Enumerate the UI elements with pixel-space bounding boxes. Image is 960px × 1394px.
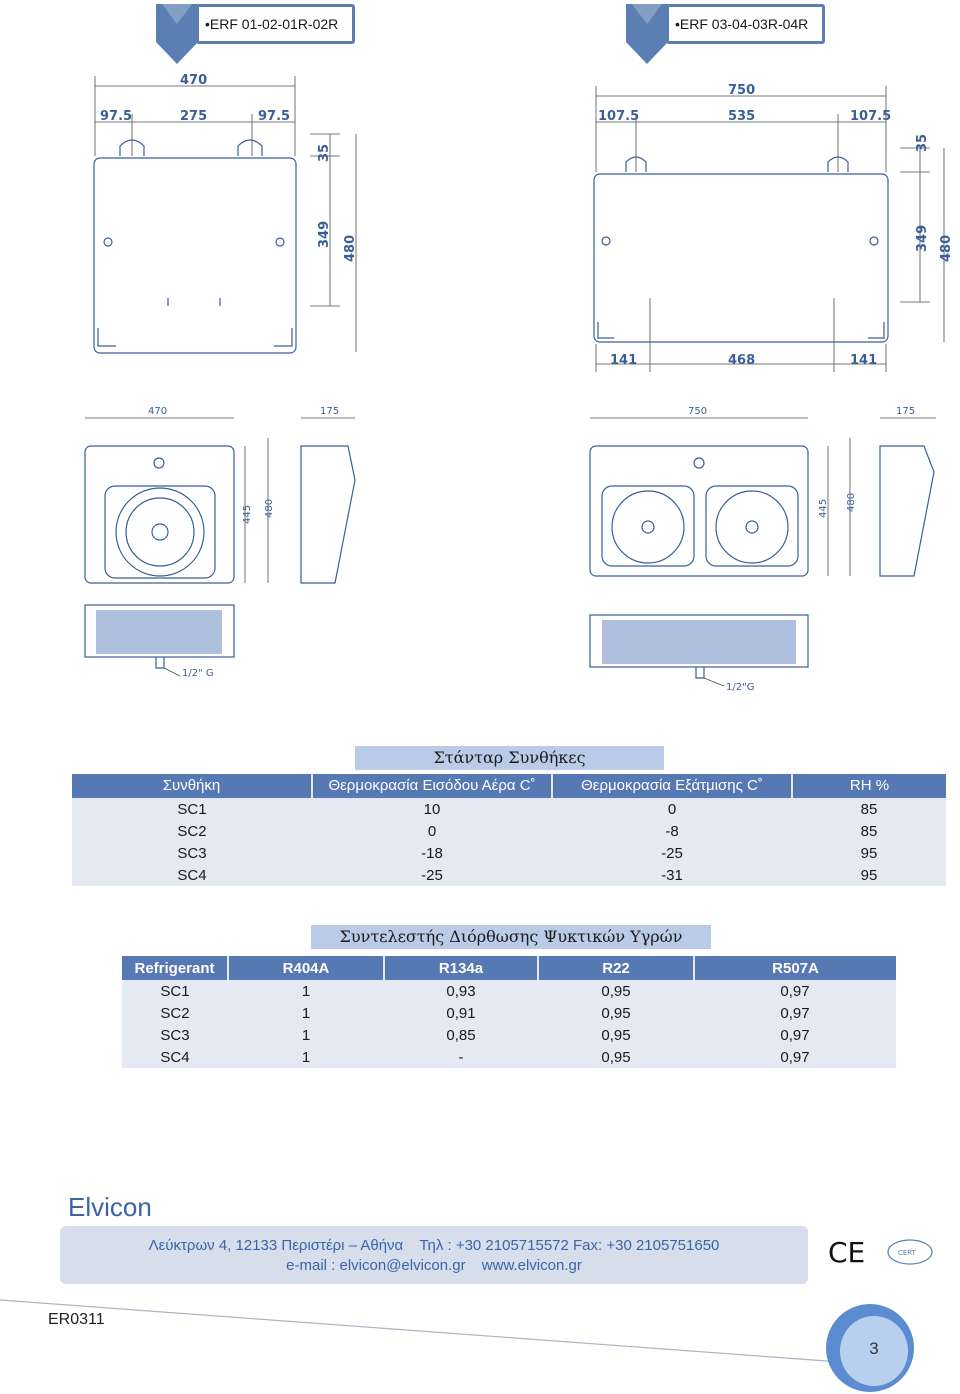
cell: 10 — [312, 798, 552, 820]
svg-text:1/2"G: 1/2"G — [726, 682, 755, 693]
cell: 0,97 — [694, 1046, 896, 1068]
document-code: ER0311 — [48, 1311, 105, 1328]
drawing-top-view-small — [80, 66, 380, 366]
col-air-inlet-temp: Θερμοκρασία Εισόδου Αέρα C˚ — [312, 774, 552, 798]
col-r22: R22 — [538, 956, 694, 980]
standard-conditions-table — [72, 774, 946, 886]
cell: SC4 — [122, 1046, 228, 1068]
svg-text:1/2" G: 1/2" G — [182, 668, 214, 679]
cell: 0 — [552, 798, 792, 820]
svg-text:107.5: 107.5 — [850, 109, 892, 124]
ce-mark-icon: CE — [828, 1236, 866, 1269]
cell: SC1 — [122, 980, 228, 1002]
cell: 0,85 — [384, 1024, 538, 1046]
col-r134a: R134a — [384, 956, 538, 980]
svg-text:445: 445 — [242, 504, 253, 524]
cell: -25 — [552, 842, 792, 864]
cell: SC1 — [72, 798, 312, 820]
svg-text:750: 750 — [688, 406, 708, 417]
svg-text:CERT: CERT — [898, 1249, 916, 1257]
cell: 1 — [228, 1002, 384, 1024]
cell: -18 — [312, 842, 552, 864]
svg-text:97.5: 97.5 — [100, 109, 133, 124]
svg-text:141: 141 — [610, 353, 638, 368]
col-condition: Συνθήκη — [72, 774, 312, 798]
cell: 0,95 — [538, 1046, 694, 1068]
cell: 0,97 — [694, 1002, 896, 1024]
brand-name: Elvicon — [68, 1192, 152, 1222]
model-tag-right-box: •ERF 03-04-03R-04R — [666, 4, 825, 44]
phone-fax: Τηλ : +30 2105715572 Fax: +30 2105751650 — [419, 1237, 720, 1254]
drawing-front-view-large — [584, 400, 956, 700]
svg-text:470: 470 — [148, 406, 168, 417]
cell: 85 — [792, 798, 946, 820]
cell: 95 — [792, 842, 946, 864]
cell: 1 — [228, 980, 384, 1002]
svg-text:480: 480 — [846, 492, 857, 512]
svg-text:480: 480 — [343, 234, 358, 262]
cell: 0,95 — [538, 1002, 694, 1024]
cell: 1 — [228, 1046, 384, 1068]
cert-seal-icon — [888, 1240, 932, 1264]
footer-divider-line — [0, 1292, 960, 1372]
table-row — [72, 798, 946, 820]
svg-text:175: 175 — [320, 406, 340, 417]
contact-box — [60, 1226, 808, 1284]
cell: -25 — [312, 864, 552, 886]
correction-factors-title: Συντελεστής Διόρθωσης Ψυκτικών Υγρών — [311, 925, 711, 949]
cell: 0,95 — [538, 980, 694, 1002]
drawing-top-view-large — [584, 76, 956, 376]
table-header-row — [72, 774, 946, 798]
col-rh: RH % — [792, 774, 946, 798]
svg-text:141: 141 — [850, 353, 878, 368]
cell: SC3 — [122, 1024, 228, 1046]
cell: 0,97 — [694, 1024, 896, 1046]
cell: SC4 — [72, 864, 312, 886]
drawing-front-view-small — [80, 400, 380, 690]
svg-text:35: 35 — [317, 143, 332, 162]
cell: -8 — [552, 820, 792, 842]
svg-text:468: 468 — [728, 353, 756, 368]
table-row — [122, 1002, 896, 1024]
contact-line-2 — [60, 1256, 808, 1276]
svg-text:750: 750 — [728, 83, 756, 98]
table-row — [72, 864, 946, 886]
svg-text:175: 175 — [896, 406, 916, 417]
col-r507a: R507A — [694, 956, 896, 980]
table-row — [122, 980, 896, 1002]
cell: 0,97 — [694, 980, 896, 1002]
cell: - — [384, 1046, 538, 1068]
website-link[interactable]: www.elvicon.gr — [481, 1257, 582, 1274]
svg-text:470: 470 — [180, 73, 208, 88]
model-tag-left-box: •ERF 01-02-01R-02R — [196, 4, 355, 44]
svg-text:349: 349 — [317, 220, 332, 248]
svg-text:535: 535 — [728, 109, 756, 124]
svg-text:480: 480 — [264, 498, 275, 518]
cell: SC2 — [122, 1002, 228, 1024]
svg-text:480: 480 — [939, 234, 954, 262]
svg-text:35: 35 — [915, 133, 930, 152]
email-link[interactable]: e-mail : elvicon@elvicon.gr — [286, 1257, 466, 1274]
table-row — [72, 842, 946, 864]
col-refrigerant: Refrigerant — [122, 956, 228, 980]
cell: -31 — [552, 864, 792, 886]
table-row — [122, 1046, 896, 1068]
certification-marks — [826, 1232, 936, 1272]
address: Λεύκτρων 4, 12133 Περιστέρι – Αθήνα — [148, 1237, 404, 1254]
col-evaporation-temp: Θερμοκρασία Εξάτμισης C˚ — [552, 774, 792, 798]
svg-text:97.5: 97.5 — [258, 109, 291, 124]
svg-text:275: 275 — [180, 109, 208, 124]
cell: 0,91 — [384, 1002, 538, 1024]
table-header-row — [122, 956, 896, 980]
standard-conditions-title: Στάνταρ Συνθήκες — [355, 746, 664, 770]
cell: SC2 — [72, 820, 312, 842]
svg-text:107.5: 107.5 — [598, 109, 640, 124]
cell: SC3 — [72, 842, 312, 864]
svg-text:349: 349 — [915, 224, 930, 252]
table-row — [122, 1024, 896, 1046]
contact-line-1 — [60, 1236, 808, 1256]
cell: 0,93 — [384, 980, 538, 1002]
cell: 1 — [228, 1024, 384, 1046]
page-number: 3 — [869, 1339, 879, 1358]
cell: 85 — [792, 820, 946, 842]
cell: 0,95 — [538, 1024, 694, 1046]
cell: 95 — [792, 864, 946, 886]
correction-factors-table — [122, 956, 896, 1068]
col-r404a: R404A — [228, 956, 384, 980]
cell: 0 — [312, 820, 552, 842]
svg-text:445: 445 — [818, 498, 829, 518]
table-row — [72, 820, 946, 842]
